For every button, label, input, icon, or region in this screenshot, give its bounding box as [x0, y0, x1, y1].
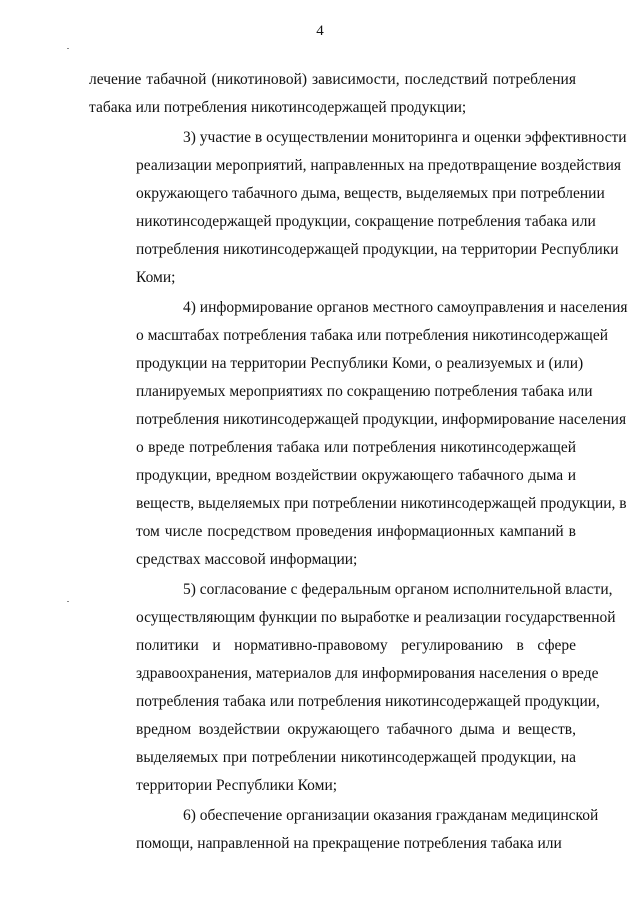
scan-speck [67, 48, 69, 49]
text-line: потребления табака или потребления никотинсодержащей продукции, [136, 693, 600, 710]
scan-speck [67, 601, 69, 602]
text-line: веществ, выделяемых при потреблении никотинсодержащей продукции, в [136, 495, 627, 512]
text-line: выделяемых при потреблении никотинсодержащей продукции, на [136, 749, 576, 766]
text-line: 6) обеспечение организации оказания гражданам медицинской [183, 807, 599, 824]
text-line: здравоохранения, материалов для информирования населения о вреде [136, 665, 599, 682]
text-line: осуществляющим функции по выработке и реализации государственной [136, 609, 616, 626]
text-line: табака или потребления никотинсодержащей продукции; [89, 99, 467, 116]
text-line: средствах массовой информации; [136, 551, 358, 568]
text-line: 3) участие в осуществлении мониторинга и оценки эффективности [183, 129, 627, 146]
text-line: потребления никотинсодержащей продукции, информирование населения [136, 411, 627, 428]
text-line: 4) информирование органов местного самоуправления и населения [183, 299, 628, 316]
text-line: о вреде потребления табака или потребления никотинсодержащей [136, 439, 576, 456]
paragraph [89, 576, 616, 800]
text-line: территории Республики Коми; [136, 777, 338, 794]
text-line: помощи, направленной на прекращение потребления табака или [136, 835, 562, 852]
text-line: вредном воздействии окружающего табачного дыма и веществ, [136, 721, 576, 738]
text-line: продукции, вредном воздействии окружающего табачного дыма и [136, 467, 576, 484]
page-number: 4 [316, 23, 324, 39]
text-line: потребления никотинсодержащей продукции, на территории Республики [136, 241, 619, 258]
text-line: планируемых мероприятиях по сокращению потребления табака или [136, 383, 593, 400]
paragraph [89, 124, 627, 292]
paragraph [89, 802, 599, 858]
text-line: лечение табачной (никотиновой) зависимости, последствий потребления [89, 71, 576, 88]
paragraph [89, 294, 628, 574]
paragraph [89, 66, 576, 122]
text-line: Коми; [136, 269, 176, 286]
text-line: окружающего табачного дыма, веществ, выделяемых при потреблении [136, 185, 605, 202]
text-line: реализации мероприятий, направленных на предотвращение воздействия [136, 157, 621, 174]
document-body [89, 66, 628, 860]
text-line: том числе посредством проведения информационных кампаний в [136, 523, 576, 540]
text-line: 5) согласование с федеральным органом исполнительной власти, [183, 581, 613, 598]
text-line: продукции на территории Республики Коми, о реализуемых и (или) [136, 355, 584, 372]
text-line: политики и нормативно-правовому регулированию в сфере [136, 637, 576, 654]
text-line: никотинсодержащей продукции, сокращение потребления табака или [136, 213, 596, 230]
text-line: о масштабах потребления табака или потребления никотинсодержащей [136, 327, 609, 344]
